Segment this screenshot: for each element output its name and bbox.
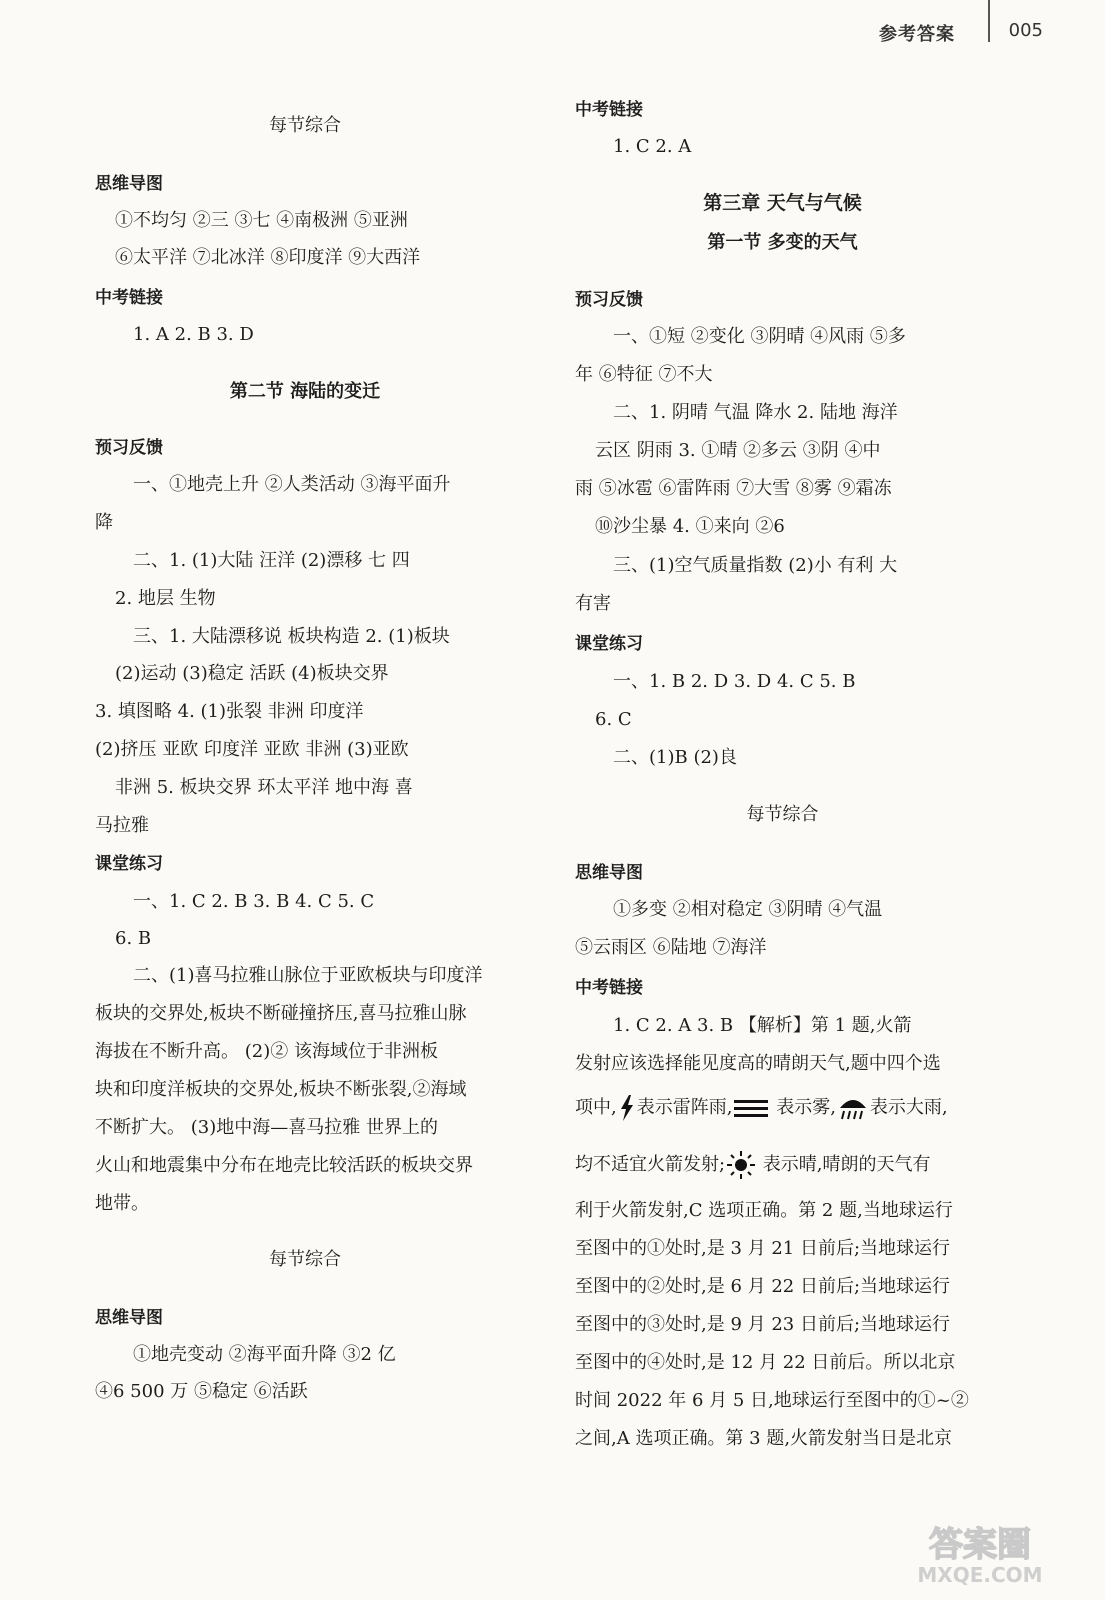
answer-line: 至图中的①处时,是 3 月 21 日前后;当地球运行 (575, 1238, 951, 1259)
heading-mindmap: 思维导图 (95, 174, 163, 194)
heading-zhongkao: 中考链接 (575, 100, 643, 120)
answer-line: 1. C 2. A (613, 136, 692, 157)
watermark-logo (900, 1518, 1060, 1588)
heading-zhongkao: 中考链接 (575, 978, 643, 998)
answer-line: 之间,A 选项正确。第 3 题,火箭发射当日是北京 (575, 1428, 953, 1449)
heading-classwork: 课堂练习 (575, 634, 643, 654)
header-title: 参考答案 (879, 24, 955, 45)
answer-line: 三、(1)空气质量指数 (2)小 有利 大 (613, 555, 898, 576)
sunny-icon (727, 1151, 755, 1179)
answer-line: ①多变 ②相对稳定 ③阴晴 ④气温 (613, 899, 883, 920)
watermark-logo-url: MXQE.COM (917, 1563, 1043, 1587)
answer-line: 3. 填图略 4. (1)张裂 非洲 印度洋 (95, 701, 364, 722)
text-fragment: 均不适宜火箭发射; (575, 1154, 726, 1175)
text-fragment: 项中, (575, 1097, 617, 1118)
answer-line: 时间 2022 年 6 月 5 日,地球运行至图中的①~② (575, 1390, 969, 1411)
answer-line: 非洲 5. 板块交界 环太平洋 地中海 喜 (115, 777, 413, 798)
answer-line: 年 ⑥特征 ⑦不大 (575, 364, 713, 385)
answer-line: 二、1. 阴晴 气温 降水 2. 陆地 海洋 (613, 402, 898, 423)
answer-line: 不断扩大。 (3)地中海—喜马拉雅 世界上的 (95, 1117, 438, 1138)
answer-line: 马拉雅 (95, 815, 149, 836)
page-number: 005 (1008, 20, 1043, 41)
answer-line: 云区 阴雨 3. ①晴 ②多云 ③阴 ④中 (595, 440, 881, 461)
answer-line: 雨 ⑤冰雹 ⑥雷阵雨 ⑦大雪 ⑧雾 ⑨霜冻 (575, 478, 892, 499)
answer-line: ①不均匀 ②三 ③七 ④南极洲 ⑤亚洲 (115, 210, 408, 231)
answer-line: ⑩沙尘暴 4. ①来向 ②6 (595, 516, 785, 537)
heading-classwork: 课堂练习 (95, 854, 163, 874)
answer-line: 至图中的③处时,是 9 月 23 日前后;当地球运行 (575, 1314, 951, 1335)
answer-line: 三、1. 大陆漂移说 板块构造 2. (1)板块 (133, 626, 450, 647)
text-fragment: 表示晴,晴朗的天气有 (757, 1154, 931, 1175)
answer-line: 二、1. (1)大陆 汪洋 (2)漂移 七 四 (133, 550, 410, 571)
answer-line: ④6 500 万 ⑤稳定 ⑥活跃 (95, 1381, 308, 1402)
section-title: 第二节 海陆的变迁 (229, 381, 381, 402)
heading-preview: 预习反馈 (575, 290, 643, 310)
answer-line: 1. A 2. B 3. D (133, 324, 254, 345)
answer-line: ⑥太平洋 ⑦北冰洋 ⑧印度洋 ⑨大西洋 (115, 247, 421, 268)
section-title: 每节综合 (746, 804, 819, 825)
answer-line: 板块的交界处,板块不断碰撞挤压,喜马拉雅山脉 (95, 1003, 467, 1024)
answer-line: 6. B (115, 928, 152, 949)
section-title: 第一节 多变的天气 (707, 232, 858, 253)
answer-line-with-icons (575, 1151, 931, 1179)
answer-line: 一、1. B 2. D 3. D 4. C 5. B (613, 671, 856, 692)
answer-line: 海拔在不断升高。 (2)② 该海域位于非洲板 (95, 1041, 438, 1062)
header-divider (988, 0, 990, 42)
answer-line: 一、①地壳上升 ②人类活动 ③海平面升 (133, 474, 451, 495)
heading-zhongkao: 中考链接 (95, 288, 163, 308)
answer-line: 至图中的②处时,是 6 月 22 日前后;当地球运行 (575, 1276, 951, 1297)
answer-line: 火山和地震集中分布在地壳比较活跃的板块交界 (95, 1155, 473, 1176)
answer-line: 6. C (595, 709, 632, 730)
answer-line: ⑤云雨区 ⑥陆地 ⑦海洋 (575, 937, 767, 958)
answer-line: 利于火箭发射,C 选项正确。第 2 题,当地球运行 (575, 1200, 953, 1221)
answer-line: (2)运动 (3)稳定 活跃 (4)板块交界 (115, 663, 389, 684)
answer-line: 发射应该选择能见度高的晴朗天气,题中四个选 (575, 1053, 941, 1074)
fog-icon (734, 1098, 768, 1118)
answer-line: ①地壳变动 ②海平面升降 ③2 亿 (133, 1344, 396, 1365)
thunderstorm-icon (619, 1095, 635, 1121)
answer-line: 块和印度洋板块的交界处,板块不断张裂,②海域 (95, 1079, 467, 1100)
heading-preview: 预习反馈 (95, 438, 163, 458)
heading-mindmap: 思维导图 (575, 863, 643, 883)
watermark-logo-text: 答案圈 (929, 1525, 1031, 1565)
answer-line: 有害 (575, 593, 611, 614)
answer-line: 2. 地层 生物 (115, 588, 216, 609)
text-fragment: 表示大雨, (869, 1097, 948, 1118)
answer-line: 一、1. C 2. B 3. B 4. C 5. C (133, 891, 375, 912)
answer-line: 1. C 2. A 3. B 【解析】第 1 题,火箭 (613, 1015, 912, 1036)
answer-line: 降 (95, 512, 113, 533)
page-header (805, 16, 1105, 46)
answer-line: 一、①短 ②变化 ③阴晴 ④风雨 ⑤多 (613, 326, 906, 347)
answer-line: 地带。 (95, 1193, 149, 1214)
text-fragment: 表示雷阵雨, (636, 1097, 733, 1118)
heading-mindmap: 思维导图 (95, 1308, 163, 1328)
answer-line: 二、(1)B (2)良 (613, 747, 737, 768)
answer-line: 至图中的④处时,是 12 月 22 日前后。所以北京 (575, 1352, 956, 1373)
heavy-rain-icon (838, 1096, 868, 1120)
answer-line: (2)挤压 亚欧 印度洋 亚欧 非洲 (3)亚欧 (95, 739, 409, 760)
section-title: 每节综合 (269, 1249, 341, 1270)
section-title: 每节综合 (269, 115, 341, 136)
chapter-title: 第三章 天气与气候 (703, 192, 862, 214)
answer-line: 二、(1)喜马拉雅山脉位于亚欧板块与印度洋 (133, 965, 483, 986)
answer-line-with-icons (575, 1095, 948, 1121)
text-fragment: 表示雾, (770, 1097, 836, 1118)
